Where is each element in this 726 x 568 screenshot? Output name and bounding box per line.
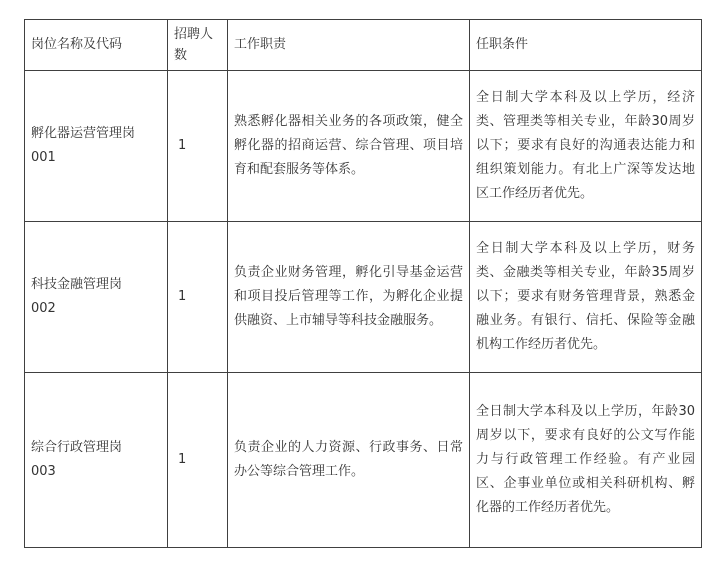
count-cell: 1: [168, 373, 228, 548]
header-requirement: 任职条件: [470, 20, 702, 71]
requirement-cell: 全日制大学本科及以上学历，经济类、管理类等相关专业，年龄30周岁以下；要求有良好的沟通表达能力和组织策划能力。有北上广深等发达地区工作经历者优先。: [470, 71, 702, 222]
count-cell: 1: [168, 222, 228, 373]
position-name: 科技金融管理岗: [31, 277, 123, 292]
position-cell: [25, 373, 168, 548]
position-code: 002: [31, 301, 56, 316]
header-duty: 工作职责: [228, 20, 470, 71]
position-name: 孵化器运营管理岗: [31, 126, 136, 141]
duty-cell: 负责企业财务管理，孵化引导基金运营和项目投后管理等工作，为孵化企业提供融资、上市辅导等科技金融服务。: [228, 222, 470, 373]
table-row: [25, 222, 702, 373]
requirement-cell: 全日制大学本科及以上学历，年龄30周岁以下，要求有良好的公文写作能力与行政管理工作经验。有产业园区、企事业单位或相关科研机构、孵化器的工作经历者优先。: [470, 373, 702, 548]
count-cell: 1: [168, 71, 228, 222]
table-header-row: [25, 20, 702, 71]
position-name: 综合行政管理岗: [31, 440, 123, 455]
position-cell: [25, 71, 168, 222]
duty-cell: 负责企业的人力资源、行政事务、日常办公等综合管理工作。: [228, 373, 470, 548]
position-code: 001: [31, 150, 56, 165]
position-code: 003: [31, 464, 56, 479]
header-position: 岗位名称及代码: [25, 20, 168, 71]
header-count: 招聘人数: [168, 20, 228, 71]
requirement-cell: 全日制大学本科及以上学历，财务类、金融类等相关专业，年龄35周岁以下；要求有财务管理背景，熟悉金融业务。有银行、信托、保险等金融机构工作经历者优先。: [470, 222, 702, 373]
position-cell: [25, 222, 168, 373]
table-row: [25, 71, 702, 222]
job-table: [24, 19, 702, 548]
duty-cell: 熟悉孵化器相关业务的各项政策，健全孵化器的招商运营、综合管理、项目培育和配套服务等体系。: [228, 71, 470, 222]
table-row: [25, 373, 702, 548]
